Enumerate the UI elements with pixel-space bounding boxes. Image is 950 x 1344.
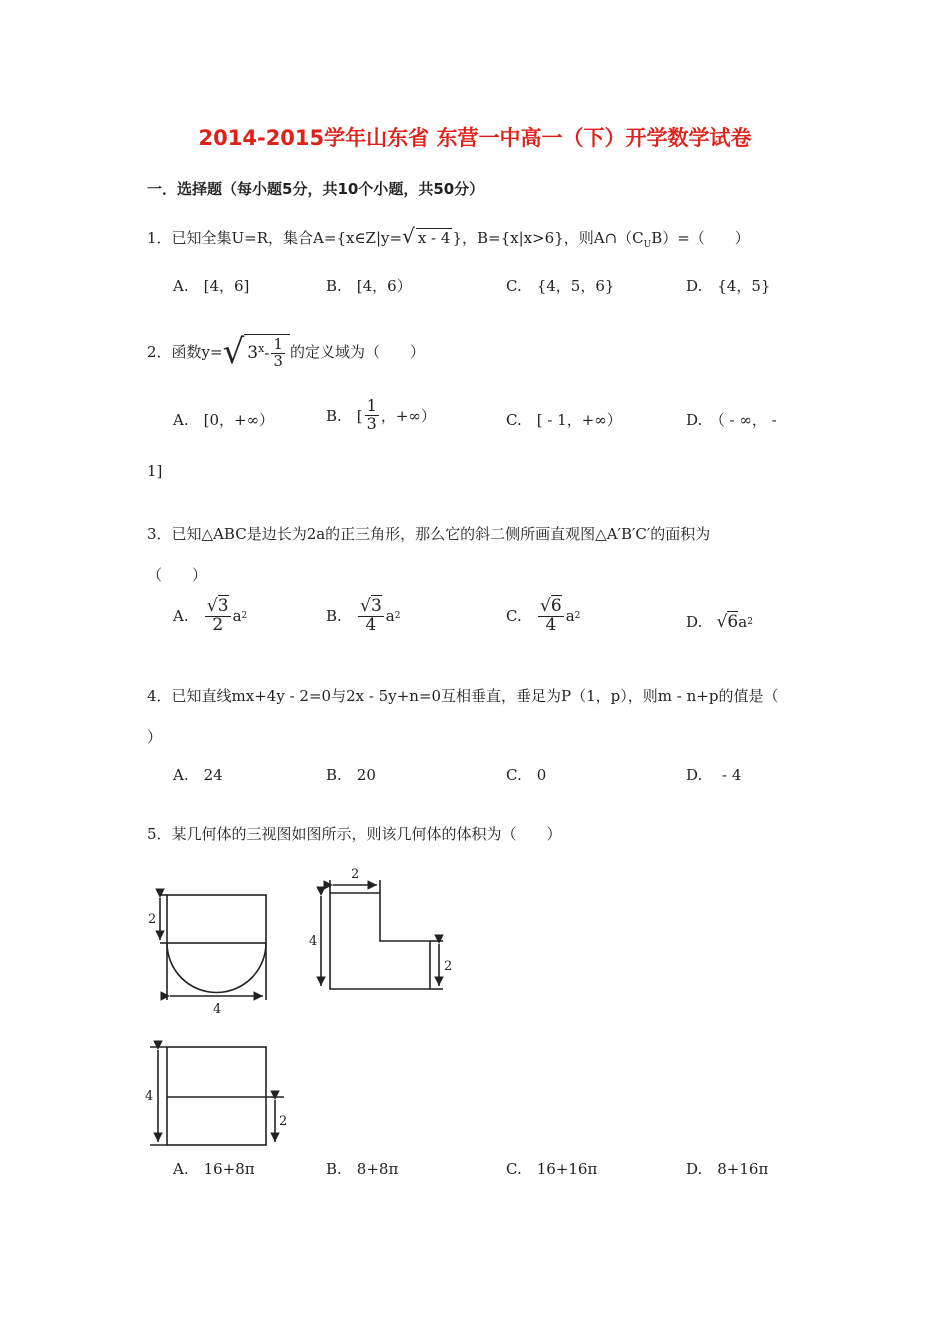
q1-radicand: x - 4 (417, 229, 451, 247)
q2-option-b-tail: ，+∞） (380, 406, 436, 425)
radical-sign: √ (402, 224, 415, 248)
page-title: 2014-2015学年山东省 东营一中高一（下）开学数学试卷 (198, 126, 752, 150)
q3-option-c-rad: 6 (550, 596, 562, 616)
q4-option-d[interactable]: D. - 4 (686, 766, 742, 784)
question-4-line1: 4．已知直线mx+4y - 2=0与2x - 5y+n=0互相垂直，垂足为P（1，p），则m - n+p的值是（ (147, 687, 779, 705)
radical-sign: √ (360, 596, 371, 616)
q2-frac-num: 1 (273, 335, 283, 353)
q2-exponent: x (258, 341, 265, 355)
radical-sign: √ (206, 596, 218, 616)
question-5: 5．某几何体的三视图如图所示，则该几何体的体积为（ ） (147, 825, 562, 843)
q3-option-b-label: B. (326, 607, 342, 626)
front-view-semicircle (167, 943, 266, 993)
side-top-label: 2 (351, 867, 360, 882)
front-width-label: 4 (213, 1002, 222, 1017)
q3-exponent: 2 (394, 611, 401, 622)
question-4-line2: ） (147, 728, 163, 746)
radical-sign: √ (222, 331, 245, 372)
q3-option-c-den: 4 (545, 614, 557, 635)
q1-stem-mid: }，B={x|x>6}，则A∩（C (452, 229, 644, 247)
q2-option-b-num: 1 (366, 396, 377, 415)
section-heading: 一．选择题（每小题5分，共10个小题，共50分） (147, 180, 485, 198)
top-height-label: 4 (145, 1089, 154, 1104)
side-height-label: 4 (309, 934, 318, 949)
q3-option-d-label: D. (686, 612, 703, 631)
q2-minus: - (264, 344, 270, 363)
q3-option-a-tail: a (232, 607, 242, 626)
question-3-line1: 3．已知△ABC是边长为2a的正三角形，那么它的斜二侧所画直观图△A′B′C′的面积为 (147, 525, 711, 543)
q3-option-b-tail: a (385, 607, 395, 626)
side-view-shape (330, 893, 430, 989)
q3-exponent: 2 (574, 611, 581, 622)
q1-option-c[interactable]: C. {4，5，6} (506, 277, 615, 295)
q5-option-a[interactable]: A. 16+8π (173, 1160, 255, 1178)
q3-option-d-tail: a (738, 612, 748, 631)
q4-option-b[interactable]: B. 20 (326, 766, 376, 784)
q2-stem-end: 的定义域为（ ） (289, 343, 425, 362)
q3-option-a-rad: 3 (217, 596, 229, 616)
q5-option-b[interactable]: B. 8+8π (326, 1160, 399, 1178)
q1-option-d[interactable]: D. {4，5} (686, 277, 771, 295)
q2-option-b-den: 3 (366, 413, 377, 433)
q3-option-b-den: 4 (365, 614, 377, 635)
q3-exponent: 2 (241, 611, 248, 622)
top-view-rect (167, 1047, 266, 1145)
q3-option-c-tail: a (565, 607, 575, 626)
front-height-label: 2 (148, 912, 157, 927)
q2-option-c[interactable]: C. [ - 1，+∞） (506, 411, 622, 429)
q2-option-d-cont: 1] (147, 462, 163, 480)
q3-exponent: 2 (747, 616, 753, 627)
top-step-label: 2 (279, 1114, 288, 1129)
q1-stem-end: B）=（ ） (651, 229, 750, 247)
q2-option-d[interactable]: D. （ - ∞， - (686, 411, 777, 429)
q1-stem-start: 1．已知全集U=R，集合A={x∈Z|y= (147, 229, 403, 247)
radical-sign: √ (716, 611, 728, 632)
q1-option-a[interactable]: A. [4，6] (173, 277, 250, 295)
side-step-label: 2 (444, 959, 453, 974)
q2-option-b-label: B. [ (326, 406, 363, 425)
q2-base: 3 (247, 343, 259, 364)
q2-option-a[interactable]: A. [0，+∞） (173, 411, 275, 429)
question-3-line2: （ ） (147, 566, 208, 584)
radical-sign: √ (540, 596, 551, 616)
q3-option-d-rad: 6 (727, 612, 739, 632)
q3-option-a-den: 2 (212, 614, 224, 635)
q4-option-c[interactable]: C. 0 (506, 766, 547, 784)
q2-stem-start: 2．函数y= (147, 343, 223, 362)
q3-option-b-rad: 3 (370, 596, 382, 616)
q3-option-a-label: A. (173, 607, 189, 626)
q3-option-c-label: C. (506, 607, 522, 626)
q2-frac-den: 3 (273, 351, 283, 370)
q5-option-d[interactable]: D. 8+16π (686, 1160, 769, 1178)
q1-subscript: U (643, 240, 652, 250)
front-view-rect (167, 895, 266, 943)
q5-option-c[interactable]: C. 16+16π (506, 1160, 598, 1178)
q1-option-b[interactable]: B. [4，6） (326, 277, 412, 295)
q4-option-a[interactable]: A. 24 (173, 766, 223, 784)
